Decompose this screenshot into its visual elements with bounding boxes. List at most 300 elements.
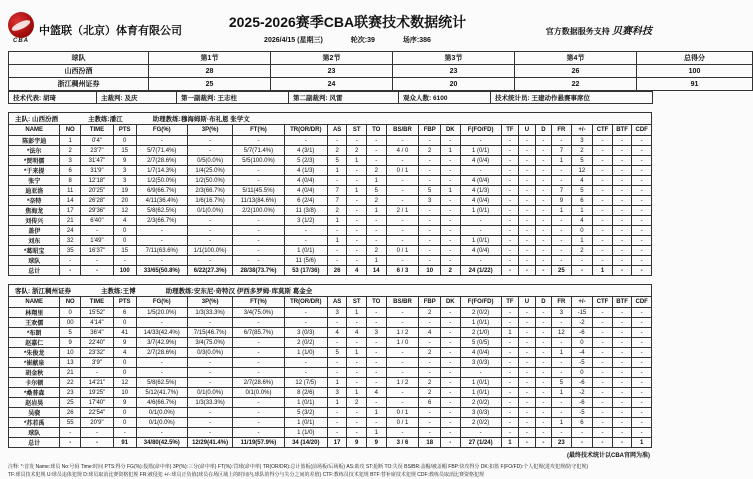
- table-cell: 7: [552, 146, 572, 156]
- table-cell: 5/7(71.4%): [233, 146, 284, 156]
- table-cell: 1: [366, 176, 386, 186]
- match-game-no: 场序:386: [402, 37, 431, 44]
- table-cell: 1/1(100.0%): [187, 246, 232, 256]
- table-cell: -: [187, 226, 232, 236]
- table-cell: -: [233, 136, 284, 146]
- table-cell: 3 / 6: [386, 438, 419, 448]
- table-cell: -: [593, 408, 613, 418]
- table-cell: -: [501, 226, 518, 236]
- table-cell: 2: [327, 206, 347, 216]
- column-header: FG(%): [136, 297, 187, 308]
- table-cell: 25: [149, 78, 271, 91]
- table-cell: -: [284, 358, 327, 368]
- table-cell: 12: [552, 328, 572, 338]
- table-cell: 0 / 1: [386, 408, 419, 418]
- table-row: [9, 146, 652, 156]
- column-header: AS: [327, 297, 347, 308]
- table-cell: 2: [366, 196, 386, 206]
- table-cell: -: [233, 418, 284, 428]
- table-cell: -: [552, 246, 572, 256]
- table-cell: -: [519, 398, 535, 408]
- table-cell: 林翔里: [9, 308, 60, 318]
- table-cell: -: [535, 156, 551, 166]
- column-header: ST: [347, 297, 367, 308]
- table-cell: -: [441, 206, 461, 216]
- table-cell: -: [441, 388, 461, 398]
- table-cell: 刘东: [9, 236, 60, 246]
- table-cell: -: [519, 156, 535, 166]
- table-cell: -: [233, 338, 284, 348]
- table-row: [9, 368, 652, 378]
- table-cell: 4: [113, 216, 136, 226]
- column-header: FBP: [419, 125, 441, 136]
- table-cell: -: [386, 368, 419, 378]
- table-cell: *崔献泉: [9, 358, 60, 368]
- table-row: [9, 418, 652, 428]
- table-cell: -: [347, 206, 367, 216]
- table-cell: -: [632, 246, 652, 256]
- home-team-label: 主队: 山西汾酒: [15, 116, 58, 123]
- table-row: [9, 318, 652, 328]
- table-cell: 18: [419, 438, 441, 448]
- table-cell: -: [535, 318, 551, 328]
- table-cell: 1/3(33.3%): [187, 308, 232, 318]
- table-cell: -: [419, 176, 441, 186]
- table-cell: 36'4": [81, 328, 114, 338]
- table-cell: 6 (2/4): [284, 196, 327, 206]
- table-cell: 1: [441, 186, 461, 196]
- table-cell: -: [136, 318, 187, 328]
- table-cell: 1: [593, 266, 613, 276]
- table-cell: -: [113, 256, 136, 266]
- table-cell: -: [284, 136, 327, 146]
- table-cell: -: [386, 136, 419, 146]
- table-cell: 26: [60, 408, 81, 418]
- table-cell: 1 (0/1): [460, 236, 501, 246]
- table-cell: 4 (1/3): [460, 186, 501, 196]
- table-cell: -: [632, 338, 652, 348]
- table-cell: 14/33(42.4%): [136, 328, 187, 338]
- table-cell: -: [441, 318, 461, 328]
- table-cell: -: [632, 328, 652, 338]
- table-cell: 4/11(36.4%): [136, 196, 187, 206]
- table-cell: -: [441, 338, 461, 348]
- table-cell: -: [552, 338, 572, 348]
- table-cell: -: [441, 196, 461, 206]
- table-cell: 1: [366, 408, 386, 418]
- table-cell: 24: [60, 226, 81, 236]
- table-cell: 0: [571, 226, 593, 236]
- table-cell: 27 (1/24): [460, 438, 501, 448]
- table-cell: 5: [419, 186, 441, 196]
- table-cell: -: [441, 236, 461, 246]
- table-cell: 1: [571, 206, 593, 216]
- table-cell: -: [535, 438, 551, 448]
- table-cell: -: [441, 308, 461, 318]
- table-row: [9, 186, 652, 196]
- table-cell: -: [81, 428, 114, 438]
- table-cell: 1/2(50.0%): [187, 176, 232, 186]
- table-cell: -: [632, 266, 652, 276]
- table-cell: -: [535, 136, 551, 146]
- column-header: BS/BR: [386, 297, 419, 308]
- table-cell: -: [571, 428, 593, 438]
- table-cell: -: [535, 256, 551, 266]
- table-cell: 19: [113, 186, 136, 196]
- table-row: [9, 388, 652, 398]
- table-cell: 技术代表: 胡琦: [9, 92, 97, 104]
- table-cell: -: [347, 408, 367, 418]
- table-cell: 1: [632, 438, 652, 448]
- table-row: [9, 378, 652, 388]
- table-cell: -: [612, 428, 632, 438]
- table-cell: -: [632, 256, 652, 266]
- table-cell: 5: [571, 156, 593, 166]
- cba-ball-icon: [8, 12, 34, 38]
- table-cell: 8: [60, 176, 81, 186]
- table-cell: -: [187, 378, 232, 388]
- table-cell: -: [612, 196, 632, 206]
- sponsor-prefix: 官方数据服务支持: [545, 27, 610, 36]
- table-cell: -: [632, 186, 652, 196]
- table-cell: *贾明儒: [9, 156, 60, 166]
- table-cell: -: [535, 408, 551, 418]
- table-cell: -: [501, 236, 518, 246]
- table-cell: -: [347, 358, 367, 368]
- table-cell: -: [284, 318, 327, 328]
- home-section-header: [8, 112, 652, 124]
- table-cell: 20: [113, 196, 136, 206]
- table-cell: -: [593, 226, 613, 236]
- table-cell: 4: [571, 216, 593, 226]
- table-cell: -: [366, 156, 386, 166]
- table-cell: 55: [60, 418, 81, 428]
- column-header: TIME: [81, 297, 114, 308]
- table-cell: -: [419, 216, 441, 226]
- table-cell: 0'4": [81, 136, 114, 146]
- table-cell: 0: [113, 226, 136, 236]
- table-cell: -: [460, 216, 501, 226]
- table-cell: 4/6(66.7%): [136, 398, 187, 408]
- table-cell: 1: [501, 438, 518, 448]
- table-cell: 28: [149, 65, 271, 78]
- table-cell: -: [386, 308, 419, 318]
- table-cell: -: [519, 308, 535, 318]
- table-cell: 2: [441, 266, 461, 276]
- table-cell: 1 (0/1): [460, 206, 501, 216]
- table-cell: 11/19(57.9%): [233, 438, 284, 448]
- table-cell: -: [612, 418, 632, 428]
- table-cell: 1: [347, 156, 367, 166]
- table-cell: 1: [441, 146, 461, 156]
- table-cell: 5: [366, 186, 386, 196]
- table-cell: 0/1(0.0%): [136, 418, 187, 428]
- table-cell: -: [419, 206, 441, 216]
- table-cell: 1 (0/1): [460, 146, 501, 156]
- table-cell: -: [593, 216, 613, 226]
- table-cell: -: [187, 358, 232, 368]
- table-cell: -: [347, 378, 367, 388]
- table-cell: 1: [366, 256, 386, 266]
- table-cell: *布朗: [9, 328, 60, 338]
- table-cell: -: [612, 206, 632, 216]
- table-cell: 2 (0/2): [284, 338, 327, 348]
- table-cell: -: [501, 408, 518, 418]
- table-cell: -: [612, 368, 632, 378]
- table-cell: 1: [327, 166, 347, 176]
- column-header: CDF: [632, 125, 652, 136]
- table-cell: 赵岩昊: [9, 398, 60, 408]
- table-cell: -: [233, 176, 284, 186]
- table-cell: 4: [419, 328, 441, 338]
- table-cell: 1 (0/1): [460, 318, 501, 328]
- table-cell: 盖伊: [9, 226, 60, 236]
- table-cell: -: [441, 378, 461, 388]
- table-cell: 2 / 1: [386, 206, 419, 216]
- table-cell: -: [593, 246, 613, 256]
- table-cell: -: [187, 418, 232, 428]
- table-cell: -: [612, 216, 632, 226]
- table-cell: 12/29(41.4%): [187, 438, 232, 448]
- away-team-section: [8, 284, 652, 448]
- table-cell: -: [519, 166, 535, 176]
- table-cell: -: [419, 226, 441, 236]
- table-cell: -: [60, 428, 81, 438]
- table-cell: -: [593, 348, 613, 358]
- table-cell: -: [519, 368, 535, 378]
- table-row: [9, 176, 652, 186]
- table-cell: 赵嘉仁: [9, 338, 60, 348]
- table-cell: -: [233, 236, 284, 246]
- table-cell: 3: [366, 328, 386, 338]
- table-cell: -: [366, 338, 386, 348]
- legend-line-2: TF:球员技术犯规 U:球员违体犯规 D:球员取消比赛资格犯规 FR:被侵犯 +/-:球员正负值(球员在场区域上的时间内,球队的得分与失分之间的差值) CTF:教练员技术犯规 BTF:替补席技术犯规 CDF:教练员取消比赛资格犯规: [8, 472, 484, 478]
- table-cell: 5/5(100.0%): [233, 156, 284, 166]
- table-cell: 7: [327, 196, 347, 206]
- table-cell: -: [419, 246, 441, 256]
- table-cell: -: [327, 368, 347, 378]
- table-cell: -: [612, 318, 632, 328]
- table-cell: -: [571, 256, 593, 266]
- column-header: NAME: [9, 297, 60, 308]
- table-cell: -: [552, 398, 572, 408]
- table-cell: 球队: [9, 256, 60, 266]
- table-cell: -: [612, 388, 632, 398]
- table-cell: -: [632, 226, 652, 236]
- table-cell: -: [136, 368, 187, 378]
- table-cell: 4'14": [81, 318, 114, 328]
- table-cell: -: [593, 328, 613, 338]
- table-cell: 1 (0/1): [284, 246, 327, 256]
- table-cell: -: [233, 216, 284, 226]
- table-cell: 2/3(66.7%): [136, 216, 187, 226]
- table-cell: -: [233, 246, 284, 256]
- table-cell: -: [327, 246, 347, 256]
- table-cell: -: [593, 206, 613, 216]
- table-cell: 1: [366, 428, 386, 438]
- table-cell: -: [347, 428, 367, 438]
- table-cell: 53 (17/36): [284, 266, 327, 276]
- table-cell: -: [612, 146, 632, 156]
- table-cell: -: [136, 136, 187, 146]
- table-cell: 2 (0/2): [460, 308, 501, 318]
- table-cell: -: [612, 358, 632, 368]
- table-cell: 5 (2/3): [284, 156, 327, 166]
- cba-logo: [8, 12, 34, 44]
- table-cell: 1/5(20.0%): [136, 308, 187, 318]
- table-cell: -: [386, 156, 419, 166]
- table-cell: -: [632, 146, 652, 156]
- column-header: 总得分: [637, 52, 753, 65]
- table-cell: 5 (3/2): [284, 408, 327, 418]
- table-cell: -: [347, 236, 367, 246]
- table-cell: -: [593, 318, 613, 328]
- table-cell: -: [552, 166, 572, 176]
- table-cell: -: [366, 226, 386, 236]
- table-cell: 23'7": [81, 146, 114, 156]
- table-cell: -: [441, 176, 461, 186]
- table-cell: -15: [571, 308, 593, 318]
- table-cell: 1: [60, 136, 81, 146]
- table-cell: 主裁判: 及庆: [97, 92, 177, 104]
- table-cell: 观众人数: 6100: [399, 92, 491, 104]
- table-cell: -: [60, 256, 81, 266]
- table-cell: 2/7(28.6%): [136, 348, 187, 358]
- table-cell: -: [419, 338, 441, 348]
- table-cell: 1: [571, 236, 593, 246]
- table-cell: 25: [60, 398, 81, 408]
- table-cell: 3: [113, 166, 136, 176]
- table-cell: 6/22(27.3%): [187, 266, 232, 276]
- table-cell: -: [535, 206, 551, 216]
- table-cell: -: [632, 176, 652, 186]
- table-cell: 4: [571, 176, 593, 186]
- table-cell: 山西汾酒: [9, 65, 149, 78]
- column-header: +/-: [571, 297, 593, 308]
- table-cell: 25: [552, 266, 572, 276]
- table-cell: 2 (0/2): [460, 398, 501, 408]
- table-row: [9, 348, 652, 358]
- table-cell: -: [501, 308, 518, 318]
- table-cell: -: [386, 196, 419, 206]
- table-cell: 2: [366, 246, 386, 256]
- table-cell: -2: [571, 388, 593, 398]
- table-cell: -: [347, 196, 367, 206]
- table-cell: 11 (5/6): [284, 256, 327, 266]
- table-cell: 6: [60, 166, 81, 176]
- table-cell: -: [535, 246, 551, 256]
- table-cell: -: [187, 136, 232, 146]
- column-header: NO: [60, 297, 81, 308]
- table-cell: 4 (0/4): [284, 186, 327, 196]
- table-cell: *奈特: [9, 196, 60, 206]
- table-cell: -: [386, 236, 419, 246]
- column-header: D: [535, 297, 551, 308]
- table-cell: 1 (0/1): [460, 388, 501, 398]
- table-cell: -: [441, 246, 461, 256]
- table-cell: 总计: [9, 266, 60, 276]
- table-row: [9, 308, 652, 318]
- table-cell: -: [136, 428, 187, 438]
- table-cell: 3: [419, 196, 441, 206]
- table-cell: 2: [60, 146, 81, 156]
- table-cell: -: [632, 418, 652, 428]
- table-cell: -: [347, 176, 367, 186]
- table-cell: 2/3(66.7%): [187, 186, 232, 196]
- table-cell: -: [593, 358, 613, 368]
- table-cell: -: [501, 186, 518, 196]
- table-cell: -: [632, 348, 652, 358]
- table-cell: 2: [419, 378, 441, 388]
- sponsor-block: [472, 22, 652, 37]
- table-row: [9, 92, 653, 104]
- table-cell: 3 (0/3): [284, 328, 327, 338]
- table-cell: 2: [419, 146, 441, 156]
- table-cell: -6: [571, 328, 593, 338]
- table-cell: 5/7(71.4%): [136, 146, 187, 156]
- table-cell: 0/1(0.0%): [233, 388, 284, 398]
- table-cell: -: [366, 318, 386, 328]
- table-cell: -: [535, 176, 551, 186]
- table-cell: -: [632, 236, 652, 246]
- table-cell: -: [233, 256, 284, 266]
- table-cell: 3: [327, 308, 347, 318]
- table-cell: -: [501, 146, 518, 156]
- table-cell: 3: [60, 156, 81, 166]
- table-cell: -: [519, 236, 535, 246]
- table-cell: -: [552, 226, 572, 236]
- table-cell: 1 (0/1): [284, 398, 327, 408]
- cba-logo-text: CBA: [13, 38, 29, 44]
- table-cell: -: [593, 196, 613, 206]
- table-cell: 3/4(75.0%): [187, 338, 232, 348]
- column-header: BTF: [612, 125, 632, 136]
- table-cell: 2/7(28.6%): [136, 156, 187, 166]
- table-cell: 11/13(84.6%): [233, 196, 284, 206]
- table-cell: -: [552, 216, 572, 226]
- table-cell: 5/8(62.5%): [136, 206, 187, 216]
- table-cell: 1: [501, 328, 518, 338]
- table-cell: 卡尔顿: [9, 378, 60, 388]
- table-cell: 张宁: [9, 176, 60, 186]
- table-cell: -: [233, 398, 284, 408]
- column-header: 3P(%): [187, 297, 232, 308]
- table-cell: -: [136, 256, 187, 266]
- table-cell: -: [612, 176, 632, 186]
- table-cell: -: [327, 428, 347, 438]
- column-header: DK: [441, 125, 461, 136]
- column-header: PTS: [113, 125, 136, 136]
- table-cell: -: [501, 166, 518, 176]
- column-header: U: [519, 297, 535, 308]
- table-cell: 10: [113, 388, 136, 398]
- table-cell: 1: [552, 156, 572, 166]
- table-cell: -: [593, 146, 613, 156]
- table-cell: -: [535, 388, 551, 398]
- table-cell: -: [327, 338, 347, 348]
- table-cell: *桑普森: [9, 388, 60, 398]
- table-cell: -: [632, 368, 652, 378]
- table-cell: -: [441, 358, 461, 368]
- table-cell: -: [501, 246, 518, 256]
- table-cell: 31'9": [81, 166, 114, 176]
- table-cell: -: [441, 408, 461, 418]
- column-header: BTF: [612, 297, 632, 308]
- table-cell: 球队: [9, 428, 60, 438]
- table-cell: -: [535, 428, 551, 438]
- table-cell: -: [441, 398, 461, 408]
- table-cell: 35: [60, 246, 81, 256]
